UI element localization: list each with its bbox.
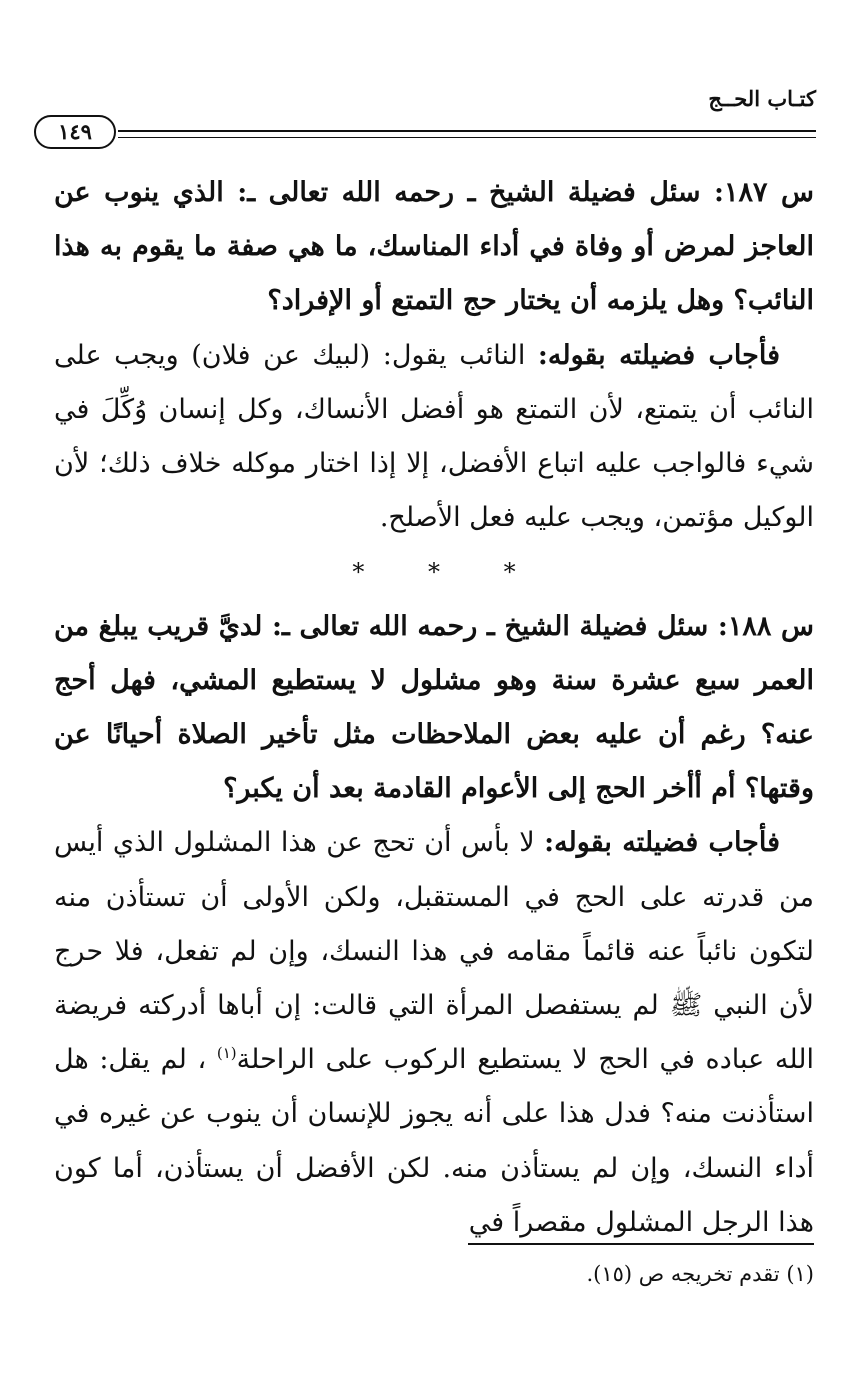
running-header-title: كتـاب الحــج	[708, 86, 816, 111]
page-number: ١٤٩	[34, 115, 116, 149]
section-separator: * * *	[352, 558, 544, 587]
answer-187	[54, 329, 814, 546]
footnote-rule	[468, 1243, 814, 1245]
question-label: س ١٨٧:	[714, 177, 814, 208]
answer-text: النائب يقول: (لبيك عن فلان) ويجب على النائب أن يتمتع، لأن التمتع هو أفضل الأنساك، وكل إنسان وُكِّلَ في شيء فالواجب عليه اتباع الأفضل، إلا إذا اختار موكله خلاف ذلك؛ لأن الوكيل مؤتمن، ويجب عليه فعل الأصلح.	[54, 339, 814, 534]
question-text: سئل فضيلة الشيخ ـ رحمه الله تعالى ـ: لديَّ قريب يبلغ من العمر سبع عشرة سنة وهو مشلول لا يستطيع المشي، فهل أحج عنه؟ رغم أن عليه بعض الملاحظات مثل تأخير الصلاة أحيانًا عن وقتها؟ أم أأخر الحج إلى الأعوام القادمة بعد أن يكبر؟	[54, 610, 814, 805]
question-188	[54, 600, 814, 817]
footnote: (١) تقدم تخريجه ص (١٥).	[586, 1262, 814, 1286]
answer-lead: فأجاب فضيلته بقوله:	[544, 827, 780, 859]
question-187	[54, 166, 814, 329]
question-text: سئل فضيلة الشيخ ـ رحمه الله تعالى ـ: الذي ينوب عن العاجز لمرض أو وفاة في أداء المناسك، ما هي صفة ما يقوم به هذا النائب؟ وهل يلزمه أن يختار حج التمتع أو الإفراد؟	[54, 177, 814, 317]
answer-text-part2: ، لم يقل: هل استأذنت منه؟ فدل هذا على أنه يجوز للإنسان أن ينوب عن غيره في أداء النسك، وإن لم يستأذن منه. لكن الأفضل أن يستأذن، أما كون هذا الرجل المشلول مقصراً في	[54, 1044, 814, 1238]
answer-188	[54, 816, 814, 1250]
main-text	[54, 166, 814, 1250]
answer-lead: فأجاب فضيلته بقوله:	[537, 339, 780, 371]
answer-text-part1: لا بأس أن تحج عن هذا المشلول الذي أيس من قدرته على الحج في المستقبل، ولكن الأولى أن تستأذن منه لتكون نائباً عنه قائماً مقامه في هذا النسك، وإن لم تفعل، فلا حرج لأن النبي ﷺ لم يستفصل المرأة التي قالت: إن أباها أدركته فريضة الله عباده في الحج لا يستطيع الركوب على الراحلة	[54, 827, 814, 1076]
footnote-reference[interactable]: (١)	[216, 1044, 237, 1063]
question-label: س ١٨٨:	[717, 610, 815, 642]
header-rule	[118, 130, 816, 138]
